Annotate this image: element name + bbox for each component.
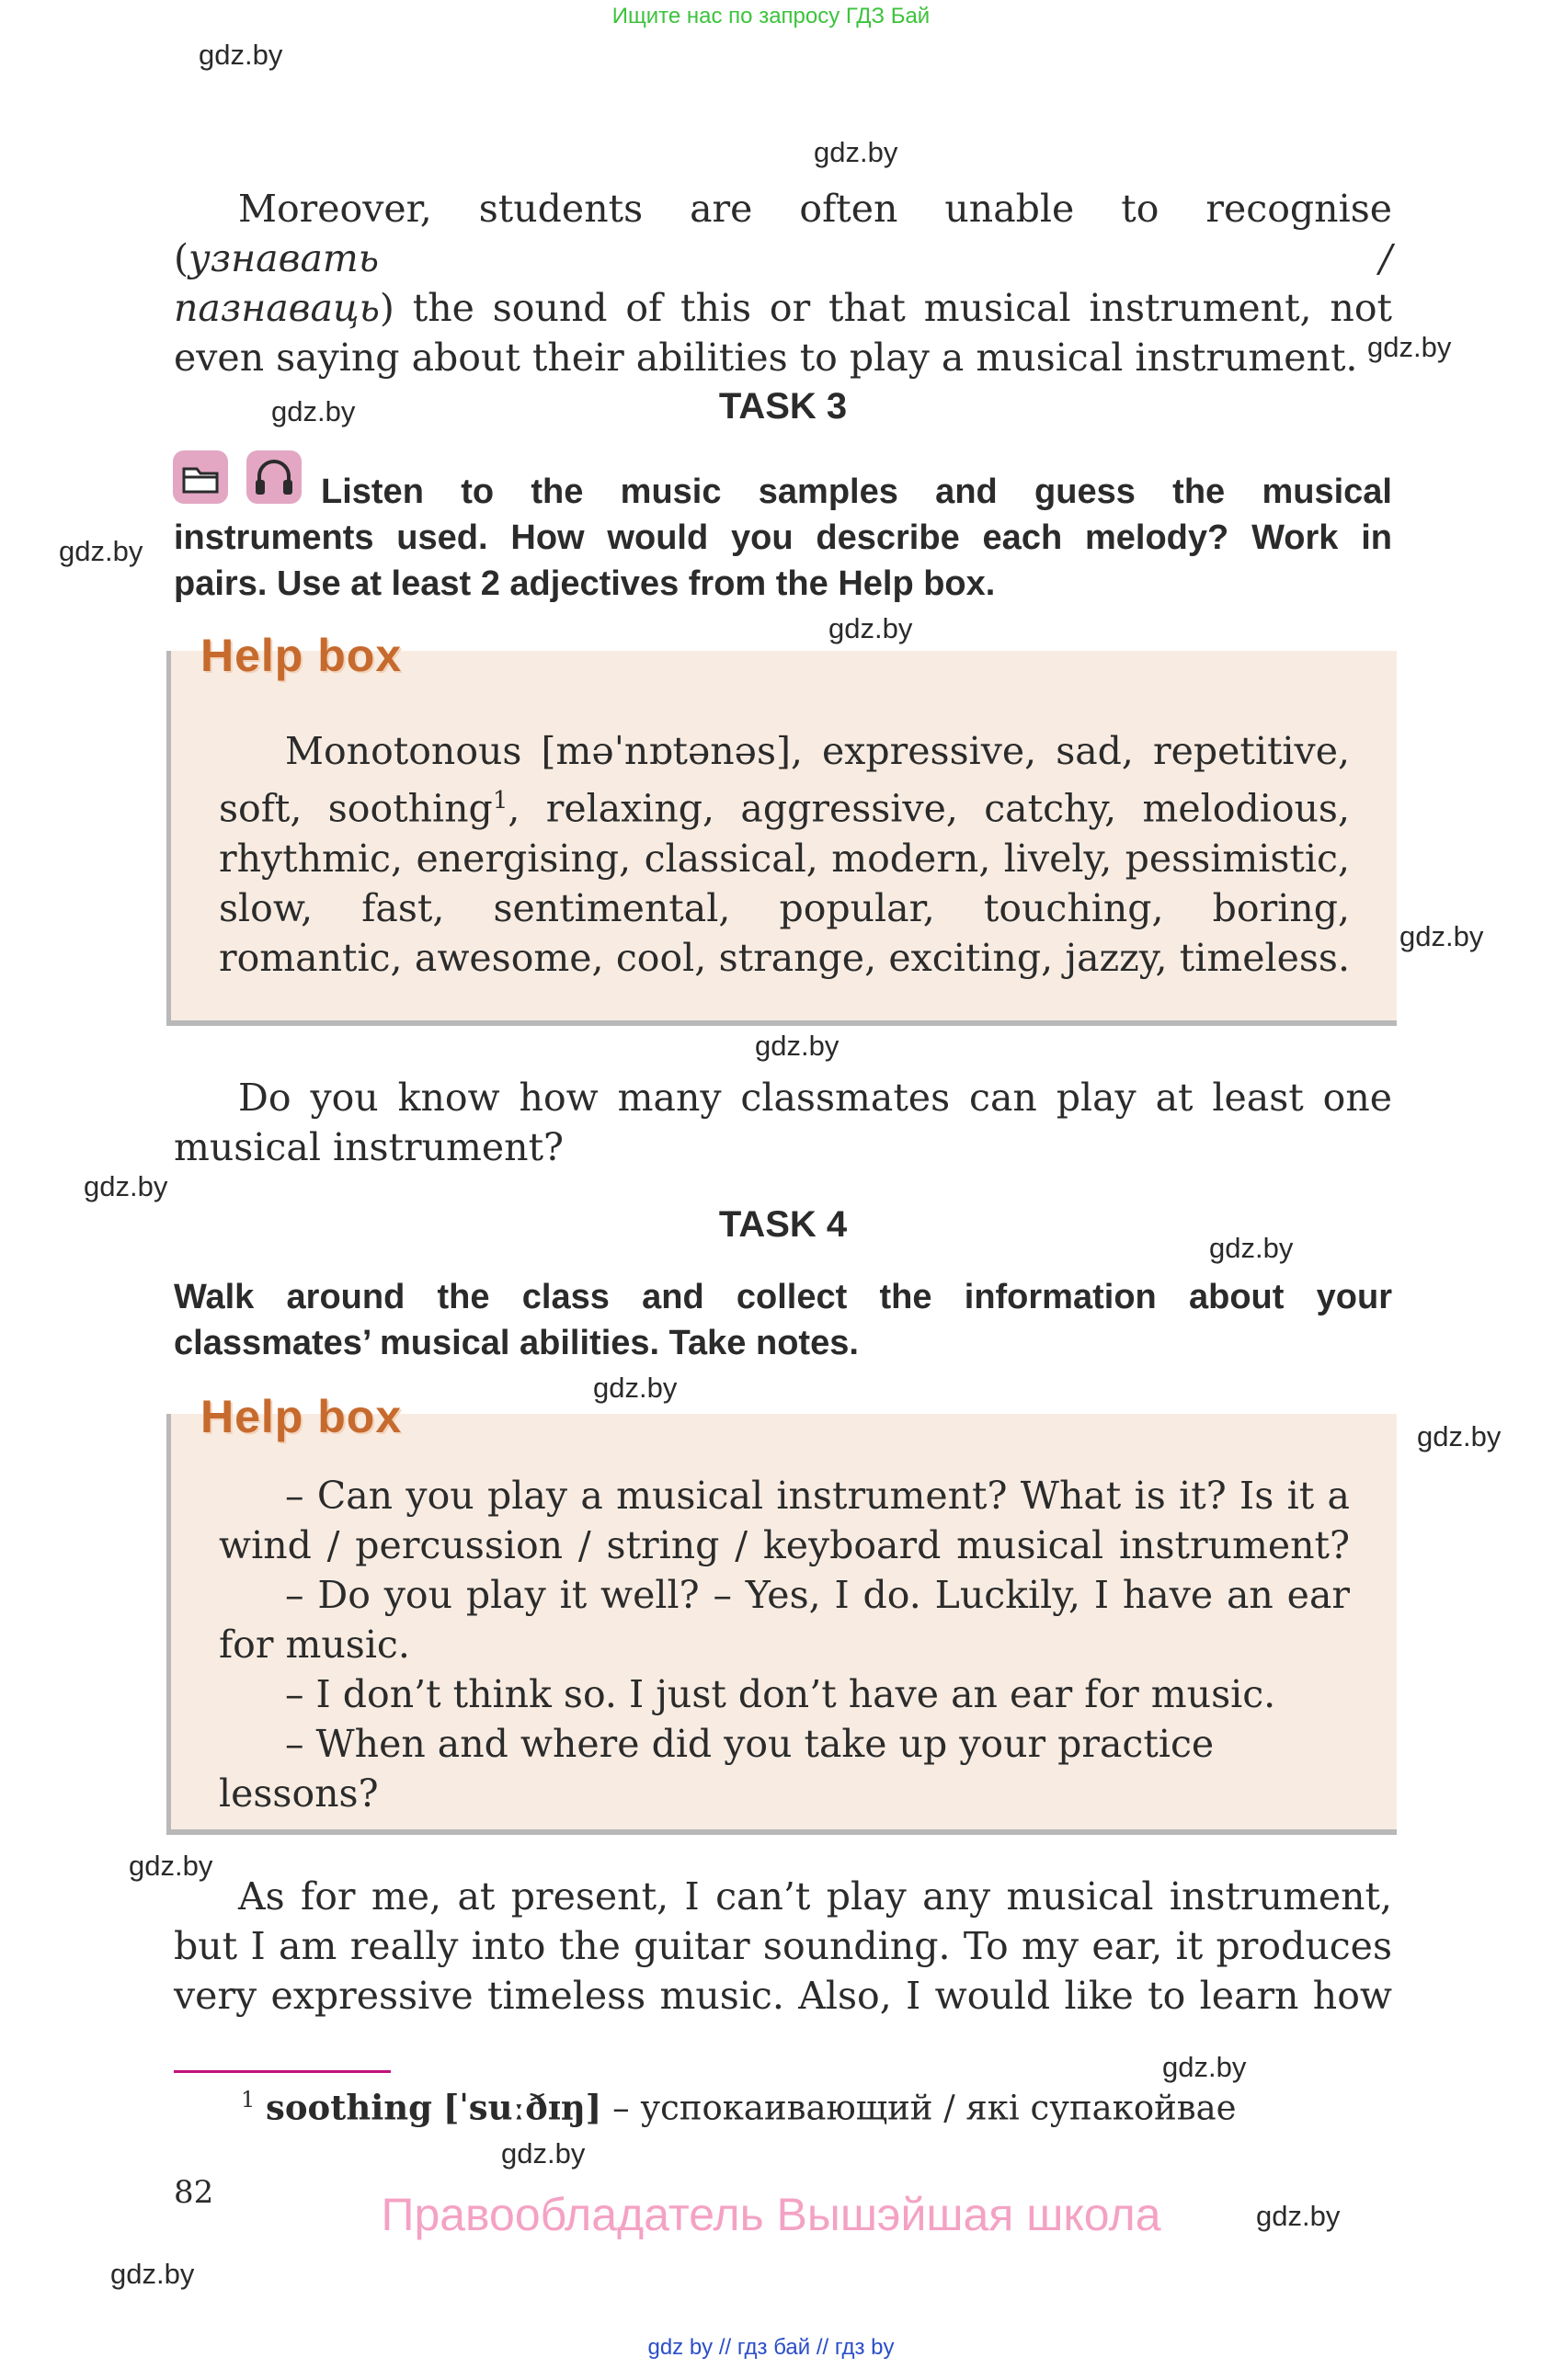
help-box-2-label: Help box bbox=[200, 1391, 403, 1442]
question-line-1: Do you know how many classmates can play at least one bbox=[238, 1076, 1392, 1120]
help-box-2-line-3: – Do you play it well? – Yes, I do. Luckily, I have an ear bbox=[285, 1573, 1350, 1617]
help-box-2-line-1: – Can you play a musical instrument? What is it? Is it a bbox=[285, 1474, 1350, 1518]
watermark: gdz.by bbox=[271, 395, 356, 427]
intro-line-2: пазнаваць) the sound of this or that musical instrument, not bbox=[174, 286, 1392, 330]
task4-line-1: Walk around the class and collect the information about your bbox=[174, 1278, 1392, 1316]
help-box-2-line-4: for music. bbox=[219, 1623, 410, 1667]
top-banner[interactable]: Ищите нас по запросу ГДЗ Бай bbox=[611, 4, 931, 28]
help-box-1-line-4: slow, fast, sentimental, popular, touching, boring, bbox=[219, 885, 1350, 930]
task3-line-1: Listen to the music samples and guess the musical bbox=[321, 473, 1392, 511]
help-box-2-line-6: – When and where did you take up your practice lessons? bbox=[219, 1722, 1215, 1816]
watermark: gdz.by bbox=[199, 39, 283, 71]
watermark: gdz.by bbox=[593, 1372, 678, 1404]
watermark: gdz.by bbox=[755, 1030, 840, 1062]
task4-line-2: classmates’ musical abilities. Take notes. bbox=[174, 1324, 859, 1362]
closing-line-1: As for me, at present, I can’t play any musical instrument, bbox=[238, 1874, 1392, 1919]
task4-instructions bbox=[174, 1274, 1392, 1366]
closing-line-2: but I am really into the guitar sounding. To my ear, it produces bbox=[174, 1924, 1392, 1968]
intro-paragraph bbox=[174, 184, 1392, 382]
help-box-1-text bbox=[219, 726, 1350, 983]
footnote: $^1$ soothing [ˈsuːðɪŋ] – успокаивающий / які супакойвае bbox=[241, 2087, 1237, 2128]
task3-title: TASK 3 bbox=[718, 386, 848, 427]
intro-line-1: Moreover, students are often unable to recognise (узнавать / bbox=[174, 187, 1392, 280]
watermark: gdz.by bbox=[1399, 920, 1484, 952]
question-line-2: musical instrument? bbox=[174, 1125, 565, 1169]
help-box-1-line-1: Monotonous [məˈnɒtənəs], expressive, sad, repetitive, bbox=[285, 729, 1350, 773]
watermark: gdz.by bbox=[828, 612, 913, 644]
footnote-divider bbox=[174, 2070, 391, 2073]
task4-title: TASK 4 bbox=[718, 1204, 848, 1245]
task3-line-3: pairs. Use at least 2 adjectives from the Help box. bbox=[174, 564, 996, 603]
watermark: gdz.by bbox=[59, 535, 143, 567]
task3-instructions bbox=[174, 469, 1392, 607]
rights-holder: Правообладатель Вышэйшая школа bbox=[381, 2189, 1161, 2240]
bottom-links[interactable]: gdz by // гдз бай // гдз by bbox=[647, 2335, 895, 2360]
help-box-1-line-2: soft, soothing$^1$, relaxing, aggressive, catchy, melodious, bbox=[219, 786, 1350, 831]
help-box-2-line-2: wind / percussion / string / keyboard musical instrument? bbox=[219, 1523, 1350, 1567]
intro-line-3: even saying about their abilities to play a musical instrument. bbox=[174, 336, 1358, 380]
watermark: gdz.by bbox=[84, 1170, 168, 1202]
watermark: gdz.by bbox=[501, 2137, 586, 2169]
closing-line-3: very expressive timeless music. Also, I would like to learn how bbox=[174, 1974, 1392, 2018]
watermark: gdz.by bbox=[814, 136, 898, 168]
question-paragraph bbox=[174, 1073, 1392, 1172]
watermark: gdz.by bbox=[110, 2258, 195, 2290]
task3-line-2: instruments used. How would you describe each melody? Work in bbox=[174, 518, 1392, 557]
help-box-1-line-5: romantic, awesome, cool, strange, exciting, jazzy, timeless. bbox=[219, 935, 1350, 980]
help-box-2-line-5: – I don’t think so. I just don’t have an ear for music. bbox=[285, 1672, 1276, 1716]
page-number: 82 bbox=[174, 2174, 214, 2211]
watermark: gdz.by bbox=[1417, 1420, 1502, 1452]
watermark: gdz.by bbox=[1209, 1232, 1294, 1264]
watermark: gdz.by bbox=[129, 1850, 213, 1882]
watermark: gdz.by bbox=[1256, 2200, 1341, 2232]
help-box-2-text bbox=[219, 1471, 1350, 1818]
watermark: gdz.by bbox=[1162, 2051, 1247, 2083]
help-box-1-line-3: rhythmic, energising, classical, modern, lively, pessimistic, bbox=[219, 836, 1350, 881]
watermark: gdz.by bbox=[1367, 331, 1452, 363]
help-box-1-label: Help box bbox=[200, 630, 403, 681]
closing-paragraph bbox=[174, 1872, 1392, 2021]
